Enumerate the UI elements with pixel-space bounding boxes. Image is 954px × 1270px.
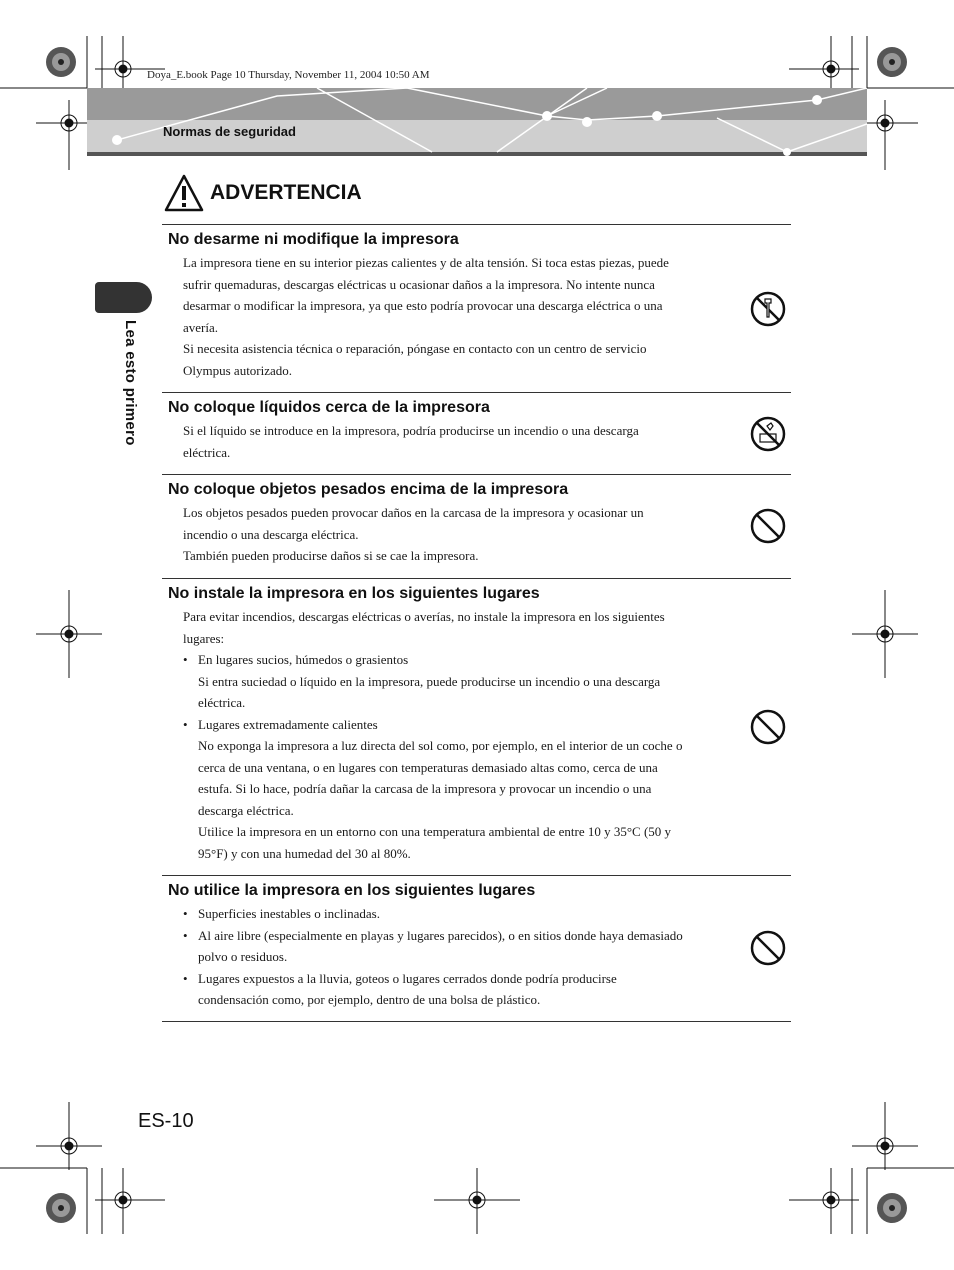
no-liquids-icon (750, 416, 786, 452)
paragraph: Si el líquido se introduce en la impresora, podría producirse un incendio o una descarga eléctrica. (183, 423, 639, 460)
header-band (87, 88, 867, 156)
bullet-text: • Superficies inestables o inclinadas. (198, 906, 380, 921)
bullet-detail: Si entra suciedad o líquido en la impresora, puede producirse un incendio o una descarga eléctrica. (198, 673, 661, 710)
rule (162, 578, 791, 579)
section-no-disassembly (162, 231, 791, 381)
paragraph: La impresora tiene en su interior piezas calientes y de alta tensión. Si toca estas piezas, puede sufrir quemaduras, descargas eléctricas u ocasionar daños a la impresora. No intente nunca desarmar o modificar la impresora, ya que esto podría provocar una descarga eléctrica o una avería. (183, 255, 669, 335)
section-title: No coloque líquidos cerca de la impresora (168, 399, 490, 416)
bullet-text: • Lugares extremadamente calientes (198, 716, 378, 732)
rule (162, 1021, 791, 1022)
bullet-item (183, 968, 688, 1011)
rule (162, 392, 791, 393)
paragraph: Los objetos pesados pueden provocar daños en la carcasa de la impresora y ocasionar un incendio o una descarga eléctrica. (183, 505, 644, 542)
print-job-line: Doya_E.book Page 10 Thursday, November 11, 2004 10:50 AM (147, 69, 430, 81)
bullet-text: • Lugares expuestos a la lluvia, goteos o lugares cerrados donde podría producirse condensación como, por ejemplo, dentro de una bolsa de plástico. (198, 970, 617, 1007)
bullet-item (183, 925, 688, 968)
chapter-thumb-tab (95, 282, 152, 313)
intro-paragraph: Para evitar incendios, descargas eléctricas o averías, no instale la impresora en los siguientes lugares: (183, 609, 665, 646)
section-no-use-places (162, 882, 791, 1011)
paragraph: Si necesita asistencia técnica o reparación, póngase en contacto con un centro de servicio Olympus autorizado. (183, 341, 647, 378)
warning-title: ADVERTENCIA (210, 181, 362, 204)
prohibited-icon (750, 709, 786, 745)
warning-triangle-icon (164, 174, 204, 212)
bullet-text: • En lugares sucios, húmedos o grasientos (198, 652, 409, 667)
rule (162, 474, 791, 475)
chapter-tab-label: Lea esto primero (122, 320, 139, 446)
section-no-install-places (162, 585, 791, 864)
rule (162, 875, 791, 876)
prohibited-icon (750, 508, 786, 544)
page-number: ES-10 (138, 1110, 194, 1132)
bullet-detail: Utilice la impresora en un entorno con una temperatura ambiental de entre 10 y 35°C (50 y 95°F) y con una humedad del 30 al 80%. (198, 824, 672, 861)
section-no-heavy-objects (162, 481, 791, 567)
rule (162, 224, 791, 225)
bullet-item (183, 903, 688, 925)
no-disassembly-icon (750, 291, 786, 327)
section-title: No instale la impresora en los siguientes lugares (168, 585, 540, 602)
section-title: No utilice la impresora en los siguientes lugares (168, 882, 536, 899)
paragraph: También pueden producirse daños si se cae la impresora. (183, 548, 479, 563)
section-no-liquids (162, 399, 791, 463)
section-title: No desarme ni modifique la impresora (168, 231, 459, 248)
prohibited-icon (750, 930, 786, 966)
section-label: Normas de seguridad (163, 124, 296, 139)
section-title: No coloque objetos pesados encima de la impresora (168, 481, 569, 498)
bullet-item (183, 714, 688, 865)
bullet-detail: No exponga la impresora a luz directa del sol como, por ejemplo, en el interior de un coche o cerca de una ventana, o en lugares con temperaturas demasiado altas como, cerca de una estufa. Si lo hace, podría dañar la carcasa de la impresora y provocar un incendio o una descarga eléctrica. (198, 738, 683, 818)
warning-heading (164, 174, 362, 212)
bullet-item (183, 649, 688, 714)
bullet-text: • Al aire libre (especialmente en playas y lugares parecidos), o en sitios donde haya demasiado polvo o residuos. (198, 927, 683, 964)
